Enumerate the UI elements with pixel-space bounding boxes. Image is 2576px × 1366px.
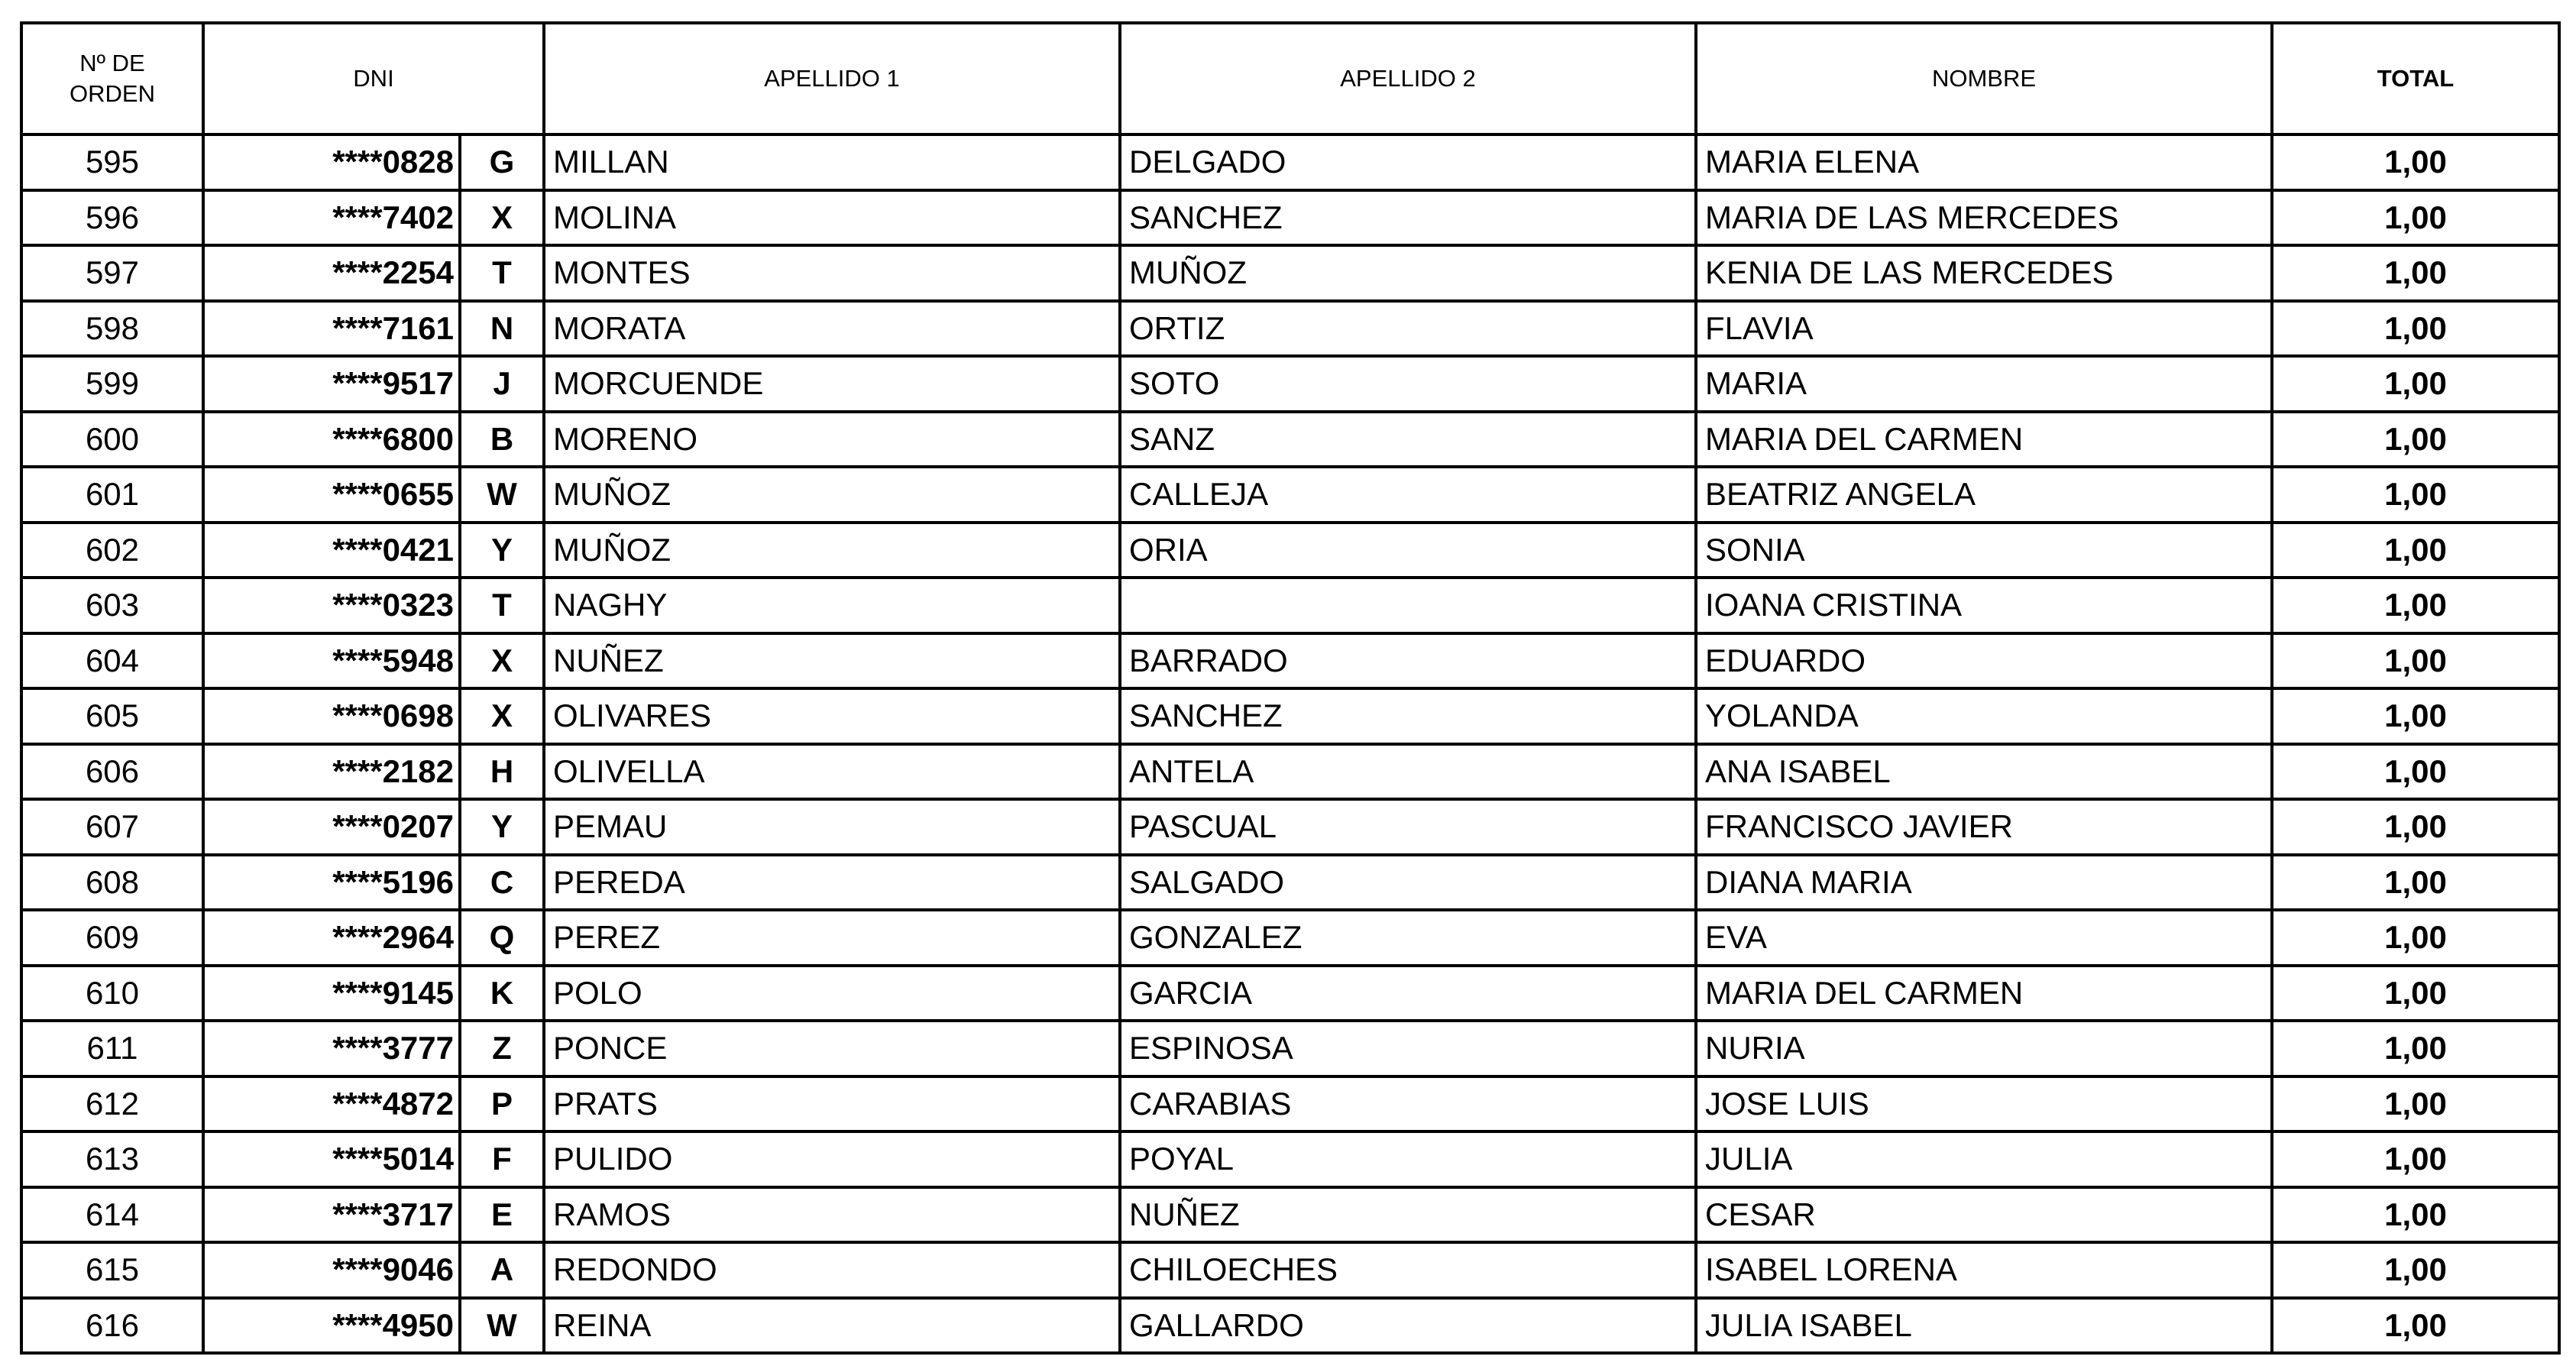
cell-dni-letra: B: [460, 412, 544, 468]
cell-dni: ****0698: [203, 688, 460, 744]
cell-orden: 608: [21, 855, 203, 911]
table-row: [21, 301, 2559, 357]
cell-apellido1: PEMAU: [544, 799, 1120, 855]
cell-total: 1,00: [2272, 190, 2559, 246]
cell-dni: ****6800: [203, 412, 460, 468]
header-row: [21, 23, 2559, 134]
cell-apellido2: CALLEJA: [1120, 467, 1696, 523]
cell-orden: 605: [21, 688, 203, 744]
cell-orden: 607: [21, 799, 203, 855]
cell-orden: 603: [21, 578, 203, 633]
results-table-container: [20, 21, 2561, 1355]
cell-orden: 613: [21, 1131, 203, 1187]
cell-dni: ****4872: [203, 1076, 460, 1132]
cell-dni: ****5948: [203, 633, 460, 689]
results-table: [20, 21, 2561, 1355]
cell-apellido2: NUÑEZ: [1120, 1187, 1696, 1243]
cell-apellido1: REDONDO: [544, 1242, 1120, 1298]
cell-dni-letra: Y: [460, 799, 544, 855]
cell-nombre: NURIA: [1696, 1021, 2272, 1076]
cell-apellido1: MONTES: [544, 245, 1120, 301]
cell-nombre: MARIA DE LAS MERCEDES: [1696, 190, 2272, 246]
cell-total: 1,00: [2272, 966, 2559, 1021]
cell-nombre: KENIA DE LAS MERCEDES: [1696, 245, 2272, 301]
cell-apellido2: CHILOECHES: [1120, 1242, 1696, 1298]
cell-dni-letra: T: [460, 578, 544, 633]
cell-apellido2: ORIA: [1120, 523, 1696, 578]
cell-apellido1: MUÑOZ: [544, 523, 1120, 578]
cell-apellido1: REINA: [544, 1298, 1120, 1354]
cell-total: 1,00: [2272, 1298, 2559, 1354]
header-apellido2: APELLIDO 2: [1120, 23, 1696, 134]
header-apellido1: APELLIDO 1: [544, 23, 1120, 134]
cell-apellido2: ANTELA: [1120, 744, 1696, 800]
cell-dni: ****3777: [203, 1021, 460, 1076]
table-row: [21, 966, 2559, 1021]
cell-orden: 599: [21, 356, 203, 412]
cell-dni: ****0323: [203, 578, 460, 633]
cell-dni: ****9517: [203, 356, 460, 412]
cell-dni-letra: W: [460, 1298, 544, 1354]
cell-apellido1: MUÑOZ: [544, 467, 1120, 523]
cell-nombre: EDUARDO: [1696, 633, 2272, 689]
table-row: [21, 578, 2559, 633]
table-row: [21, 523, 2559, 578]
cell-total: 1,00: [2272, 1187, 2559, 1243]
cell-apellido2: ORTIZ: [1120, 301, 1696, 357]
cell-apellido1: NUÑEZ: [544, 633, 1120, 689]
cell-orden: 616: [21, 1298, 203, 1354]
cell-dni-letra: H: [460, 744, 544, 800]
cell-dni-letra: X: [460, 190, 544, 246]
cell-apellido2: GARCIA: [1120, 966, 1696, 1021]
cell-apellido2: GONZALEZ: [1120, 910, 1696, 966]
cell-dni-letra: T: [460, 245, 544, 301]
cell-apellido1: PRATS: [544, 1076, 1120, 1132]
cell-apellido1: PEREDA: [544, 855, 1120, 911]
cell-nombre: IOANA CRISTINA: [1696, 578, 2272, 633]
cell-nombre: MARIA ELENA: [1696, 134, 2272, 190]
cell-total: 1,00: [2272, 134, 2559, 190]
cell-apellido1: OLIVELLA: [544, 744, 1120, 800]
cell-apellido2: BARRADO: [1120, 633, 1696, 689]
cell-apellido2: DELGADO: [1120, 134, 1696, 190]
cell-nombre: MARIA: [1696, 356, 2272, 412]
table-row: [21, 744, 2559, 800]
cell-total: 1,00: [2272, 356, 2559, 412]
cell-apellido1: PEREZ: [544, 910, 1120, 966]
table-row: [21, 245, 2559, 301]
cell-nombre: ISABEL LORENA: [1696, 1242, 2272, 1298]
cell-total: 1,00: [2272, 910, 2559, 966]
cell-orden: 611: [21, 1021, 203, 1076]
table-row: [21, 910, 2559, 966]
cell-dni-letra: F: [460, 1131, 544, 1187]
cell-nombre: DIANA MARIA: [1696, 855, 2272, 911]
cell-nombre: JOSE LUIS: [1696, 1076, 2272, 1132]
cell-nombre: MARIA DEL CARMEN: [1696, 412, 2272, 468]
table-row: [21, 633, 2559, 689]
table-row: [21, 1076, 2559, 1132]
table-row: [21, 134, 2559, 190]
cell-nombre: FRANCISCO JAVIER: [1696, 799, 2272, 855]
cell-total: 1,00: [2272, 1076, 2559, 1132]
cell-total: 1,00: [2272, 744, 2559, 800]
cell-apellido1: OLIVARES: [544, 688, 1120, 744]
cell-dni: ****5014: [203, 1131, 460, 1187]
cell-apellido2: CARABIAS: [1120, 1076, 1696, 1132]
cell-nombre: BEATRIZ ANGELA: [1696, 467, 2272, 523]
cell-total: 1,00: [2272, 245, 2559, 301]
table-row: [21, 467, 2559, 523]
cell-dni: ****9046: [203, 1242, 460, 1298]
table-row: [21, 1298, 2559, 1354]
cell-apellido2: GALLARDO: [1120, 1298, 1696, 1354]
table-row: [21, 1131, 2559, 1187]
table-row: [21, 799, 2559, 855]
cell-nombre: JULIA ISABEL: [1696, 1298, 2272, 1354]
cell-orden: 600: [21, 412, 203, 468]
cell-orden: 604: [21, 633, 203, 689]
cell-dni-letra: Q: [460, 910, 544, 966]
header-total: TOTAL: [2272, 23, 2559, 134]
cell-apellido2: ESPINOSA: [1120, 1021, 1696, 1076]
cell-orden: 610: [21, 966, 203, 1021]
cell-dni-letra: K: [460, 966, 544, 1021]
cell-nombre: SONIA: [1696, 523, 2272, 578]
cell-total: 1,00: [2272, 633, 2559, 689]
cell-apellido1: MILLAN: [544, 134, 1120, 190]
cell-apellido2: SANCHEZ: [1120, 688, 1696, 744]
cell-orden: 615: [21, 1242, 203, 1298]
cell-apellido2: MUÑOZ: [1120, 245, 1696, 301]
cell-total: 1,00: [2272, 1242, 2559, 1298]
table-row: [21, 1187, 2559, 1243]
cell-apellido1: MORATA: [544, 301, 1120, 357]
cell-total: 1,00: [2272, 301, 2559, 357]
cell-nombre: MARIA DEL CARMEN: [1696, 966, 2272, 1021]
cell-nombre: JULIA: [1696, 1131, 2272, 1187]
cell-dni: ****2964: [203, 910, 460, 966]
cell-nombre: FLAVIA: [1696, 301, 2272, 357]
cell-nombre: EVA: [1696, 910, 2272, 966]
table-row: [21, 855, 2559, 911]
cell-apellido1: MORENO: [544, 412, 1120, 468]
cell-dni-letra: J: [460, 356, 544, 412]
cell-nombre: ANA ISABEL: [1696, 744, 2272, 800]
cell-apellido2: [1120, 578, 1696, 633]
header-dni: DNI: [203, 23, 544, 134]
cell-orden: 612: [21, 1076, 203, 1132]
cell-apellido1: POLO: [544, 966, 1120, 1021]
table-row: [21, 190, 2559, 246]
cell-total: 1,00: [2272, 1021, 2559, 1076]
cell-dni-letra: X: [460, 688, 544, 744]
cell-dni: ****0828: [203, 134, 460, 190]
table-body: [21, 134, 2559, 1353]
cell-apellido2: SANCHEZ: [1120, 190, 1696, 246]
cell-apellido1: NAGHY: [544, 578, 1120, 633]
cell-total: 1,00: [2272, 855, 2559, 911]
cell-apellido1: RAMOS: [544, 1187, 1120, 1243]
cell-nombre: YOLANDA: [1696, 688, 2272, 744]
cell-dni: ****2254: [203, 245, 460, 301]
cell-orden: 601: [21, 467, 203, 523]
cell-dni: ****7402: [203, 190, 460, 246]
cell-dni-letra: P: [460, 1076, 544, 1132]
cell-dni: ****0421: [203, 523, 460, 578]
cell-dni: ****4950: [203, 1298, 460, 1354]
cell-dni: ****3717: [203, 1187, 460, 1243]
cell-apellido2: POYAL: [1120, 1131, 1696, 1187]
cell-orden: 606: [21, 744, 203, 800]
cell-orden: 597: [21, 245, 203, 301]
cell-orden: 598: [21, 301, 203, 357]
cell-total: 1,00: [2272, 1131, 2559, 1187]
cell-dni-letra: W: [460, 467, 544, 523]
cell-dni-letra: Z: [460, 1021, 544, 1076]
cell-nombre: CESAR: [1696, 1187, 2272, 1243]
table-row: [21, 1021, 2559, 1076]
cell-dni-letra: X: [460, 633, 544, 689]
cell-dni: ****7161: [203, 301, 460, 357]
cell-orden: 602: [21, 523, 203, 578]
cell-orden: 609: [21, 910, 203, 966]
table-row: [21, 356, 2559, 412]
cell-apellido2: SALGADO: [1120, 855, 1696, 911]
cell-total: 1,00: [2272, 412, 2559, 468]
cell-orden: 614: [21, 1187, 203, 1243]
cell-apellido2: PASCUAL: [1120, 799, 1696, 855]
cell-apellido1: MOLINA: [544, 190, 1120, 246]
header-orden: Nº DE ORDEN: [21, 23, 203, 134]
cell-orden: 595: [21, 134, 203, 190]
cell-orden: 596: [21, 190, 203, 246]
cell-dni-letra: C: [460, 855, 544, 911]
cell-dni: ****0207: [203, 799, 460, 855]
cell-apellido1: MORCUENDE: [544, 356, 1120, 412]
cell-total: 1,00: [2272, 688, 2559, 744]
table-row: [21, 1242, 2559, 1298]
cell-dni-letra: N: [460, 301, 544, 357]
cell-apellido1: PONCE: [544, 1021, 1120, 1076]
cell-dni: ****2182: [203, 744, 460, 800]
table-row: [21, 412, 2559, 468]
cell-dni: ****9145: [203, 966, 460, 1021]
cell-dni-letra: Y: [460, 523, 544, 578]
cell-apellido2: SANZ: [1120, 412, 1696, 468]
cell-total: 1,00: [2272, 799, 2559, 855]
cell-apellido2: SOTO: [1120, 356, 1696, 412]
header-nombre: NOMBRE: [1696, 23, 2272, 134]
cell-apellido1: PULIDO: [544, 1131, 1120, 1187]
cell-dni-letra: G: [460, 134, 544, 190]
table-row: [21, 688, 2559, 744]
cell-dni: ****0655: [203, 467, 460, 523]
cell-dni: ****5196: [203, 855, 460, 911]
cell-dni-letra: A: [460, 1242, 544, 1298]
cell-total: 1,00: [2272, 578, 2559, 633]
cell-total: 1,00: [2272, 523, 2559, 578]
cell-dni-letra: E: [460, 1187, 544, 1243]
cell-total: 1,00: [2272, 467, 2559, 523]
